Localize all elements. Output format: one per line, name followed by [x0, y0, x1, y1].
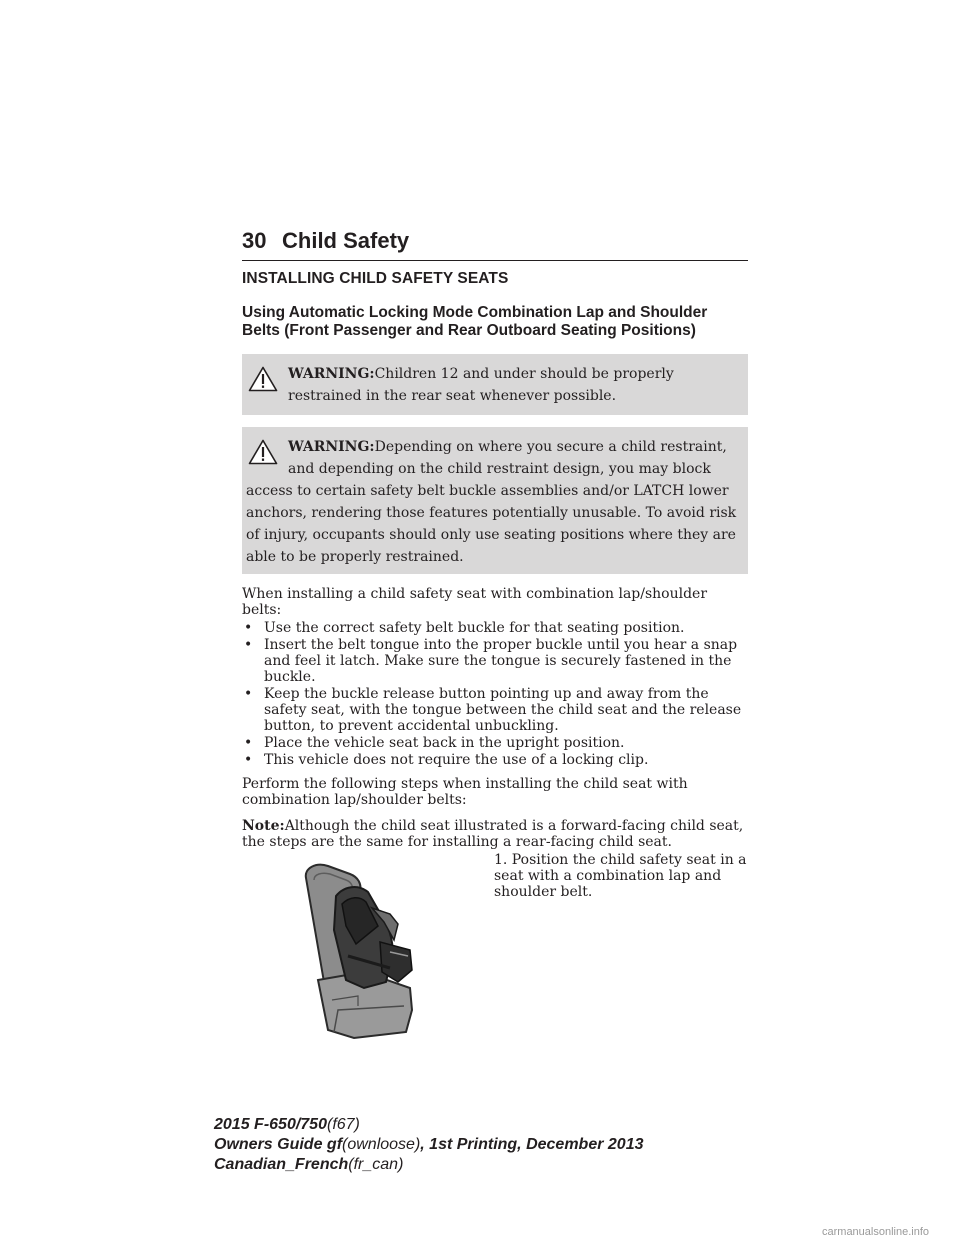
footer-printing: , 1st Printing, December 2013: [420, 1136, 644, 1153]
footer-guide: Owners Guide gf: [214, 1136, 343, 1153]
page-header: [242, 228, 748, 261]
step-1-text: 1. Position the child safety seat in a seat with a combination lap and shoulder belt.: [494, 852, 747, 900]
bullet-glyph: •: [244, 752, 253, 768]
warning-box: [242, 427, 748, 574]
footer-format: (ownloose): [342, 1136, 421, 1153]
warning-line: and depending on the child restraint design, you may block: [288, 461, 711, 477]
list-item: [242, 752, 748, 768]
subsection-heading: Using Automatic Locking Mode Combination Lap and Shoulder Belts (Front Passenger and Rear Outboard Seating Positions): [242, 304, 708, 339]
warning-triangle-icon: [248, 439, 278, 465]
note-label: Note:: [242, 818, 285, 834]
page-content: [242, 266, 748, 1052]
list-item: [242, 620, 748, 636]
footer-line: [214, 1115, 643, 1135]
section-title: Child Safety: [282, 228, 410, 253]
bullet-glyph: •: [244, 686, 253, 702]
list-item: [242, 686, 748, 734]
note-text: Although the child seat illustrated is a forward-facing child seat, the steps are the same for installing a rear-facing child seat.: [242, 818, 744, 850]
intro-paragraph: When installing a child safety seat with combination lap/shoulder belts:: [242, 586, 708, 618]
list-item-text: Keep the buckle release button pointing up and away from the safety seat, with the tongue between the child seat and the release button, to prevent accidental unbuckling.: [264, 686, 742, 734]
footer-code: (f67): [326, 1116, 360, 1133]
page-footer: [214, 1115, 643, 1175]
warning-body: Children 12 and under should be properly restrained in the rear seat whenever possible.: [288, 366, 674, 404]
warning-label: WARNING:: [288, 366, 375, 382]
warning-text: [242, 436, 738, 568]
footer-locale: (fr_can): [348, 1156, 404, 1173]
footer-model: 2015 F-650/750: [214, 1116, 327, 1133]
list-item-text: Insert the belt tongue into the proper buckle until you hear a snap and feel it latch. Make sure the tongue is securely fastened in the buckle.: [264, 637, 738, 685]
warning-label: WARNING:: [288, 439, 375, 455]
list-item-text: Use the correct safety belt buckle for that seating position.: [264, 620, 685, 636]
section-heading: INSTALLING CHILD SAFETY SEATS: [242, 270, 509, 287]
warning-line: access to certain safety belt buckle assemblies and/or LATCH lower anchors, rendering those features potentially unusable. To avoid risk of injury, occupants should only use seating positions where they are able to be properly restrained.: [246, 483, 737, 565]
child-seat-illustration: [294, 860, 429, 1040]
warning-text: [288, 363, 738, 407]
watermark: carmanualsonline.info: [822, 1226, 930, 1238]
bullet-list: [242, 620, 748, 768]
steps-intro-paragraph: Perform the following steps when installing the child seat with combination lap/shoulder belts:: [242, 776, 688, 808]
footer-line: [214, 1155, 643, 1175]
bullet-glyph: •: [244, 637, 253, 653]
page-number: 30: [242, 228, 267, 253]
list-item-text: This vehicle does not require the use of a locking clip.: [264, 752, 649, 768]
warning-box: [242, 354, 748, 415]
list-item: [242, 637, 748, 685]
note-paragraph: [242, 818, 748, 850]
bullet-glyph: •: [244, 735, 253, 751]
bullet-glyph: •: [244, 620, 253, 636]
footer-line: [214, 1135, 643, 1155]
list-item-text: Place the vehicle seat back in the upright position.: [264, 735, 625, 751]
warning-line: [288, 436, 738, 458]
list-item: [242, 735, 748, 751]
warning-triangle-icon: [248, 366, 278, 392]
footer-language: Canadian_French: [214, 1156, 349, 1173]
step-1-area: [242, 852, 748, 1052]
warning-body: Depending on where you secure a child restraint,: [374, 439, 727, 455]
